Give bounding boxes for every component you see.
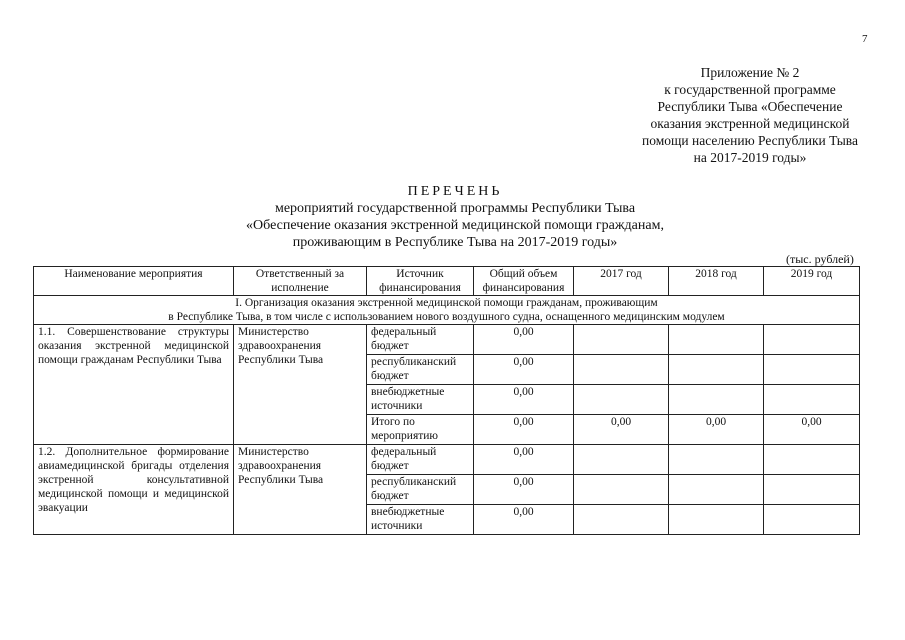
header-responsible: Ответственный за исполнение: [234, 267, 367, 296]
units-label: (тыс. рублей): [786, 252, 854, 266]
title-line: проживающим в Республике Тыва на 2017-2019 годы»: [292, 235, 618, 250]
year-2017-cell: [574, 505, 669, 535]
appendix-line: оказания экстренной медицинской: [650, 116, 850, 131]
measures-table: [33, 266, 860, 535]
year-2019-cell: [764, 385, 860, 415]
header-2017: 2017 год: [574, 267, 669, 296]
source-cell: федеральный бюджет: [367, 445, 474, 475]
total-cell: 0,00: [474, 355, 574, 385]
year-2019-cell: [764, 355, 860, 385]
year-2017-cell: [574, 355, 669, 385]
year-2019-cell: [764, 475, 860, 505]
total-cell: 0,00: [474, 505, 574, 535]
appendix-line: на 2017-2019 годы»: [693, 150, 807, 165]
year-2017-cell: 0,00: [574, 415, 669, 445]
year-2019-cell: [764, 445, 860, 475]
page-number: 7: [862, 33, 868, 45]
total-cell: 0,00: [474, 415, 574, 445]
year-2018-cell: [669, 475, 764, 505]
section-title: [34, 296, 860, 325]
measure-name: 1.2. Дополнительное формирование авиамедицинской бригады отделения экстренной консультативной медицинской помощи и медицинской эвакуации: [34, 445, 234, 535]
total-cell: 0,00: [474, 475, 574, 505]
total-cell: 0,00: [474, 445, 574, 475]
appendix-note: [600, 64, 900, 166]
year-2017-cell: [574, 475, 669, 505]
year-2018-cell: [669, 445, 764, 475]
measure-responsible: Министерство здравоохранения Республики Тыва: [234, 445, 367, 535]
appendix-line: Приложение № 2: [700, 65, 800, 80]
appendix-line: Республики Тыва «Обеспечение: [657, 99, 843, 114]
section-line: в Республике Тыва, в том числе с использованием нового воздушного судна, оснащенного медицинским модулем: [168, 311, 725, 323]
document-title: [150, 183, 760, 251]
source-cell: республиканский бюджет: [367, 355, 474, 385]
table-row: [34, 325, 860, 355]
appendix-line: помощи населению Республики Тыва: [642, 133, 858, 148]
source-cell: внебюджетные источники: [367, 385, 474, 415]
year-2018-cell: [669, 505, 764, 535]
year-2018-cell: [669, 325, 764, 355]
total-cell: 0,00: [474, 385, 574, 415]
source-cell: республиканский бюджет: [367, 475, 474, 505]
year-2018-cell: 0,00: [669, 415, 764, 445]
header-source: Источник финансирования: [367, 267, 474, 296]
source-cell: федеральный бюджет: [367, 325, 474, 355]
header-2019: 2019 год: [764, 267, 860, 296]
year-2019-cell: [764, 325, 860, 355]
header-name: Наименование мероприятия: [34, 267, 234, 296]
table-row: [34, 445, 860, 475]
title-line: «Обеспечение оказания экстренной медицинской помощи гражданам,: [246, 218, 664, 233]
year-2017-cell: [574, 445, 669, 475]
header-2018: 2018 год: [669, 267, 764, 296]
total-cell: 0,00: [474, 325, 574, 355]
year-2019-cell: 0,00: [764, 415, 860, 445]
measure-name: 1.1. Совершенствование структуры оказания экстренной медицинской помощи гражданам Республики Тыва: [34, 325, 234, 445]
title-main: ПЕРЕЧЕНЬ: [407, 184, 503, 199]
measure-responsible: Министерство здравоохранения Республики Тыва: [234, 325, 367, 445]
year-2017-cell: [574, 325, 669, 355]
source-cell: Итого по мероприятию: [367, 415, 474, 445]
table-header-row: [34, 267, 860, 296]
header-total: Общий объем финансирования: [474, 267, 574, 296]
year-2018-cell: [669, 385, 764, 415]
source-cell: внебюджетные источники: [367, 505, 474, 535]
year-2019-cell: [764, 505, 860, 535]
appendix-line: к государственной программе: [664, 82, 836, 97]
section-row: [34, 296, 860, 325]
year-2018-cell: [669, 355, 764, 385]
title-line: мероприятий государственной программы Республики Тыва: [274, 201, 636, 216]
section-line: I. Организация оказания экстренной медицинской помощи гражданам, проживающим: [235, 297, 658, 309]
year-2017-cell: [574, 385, 669, 415]
